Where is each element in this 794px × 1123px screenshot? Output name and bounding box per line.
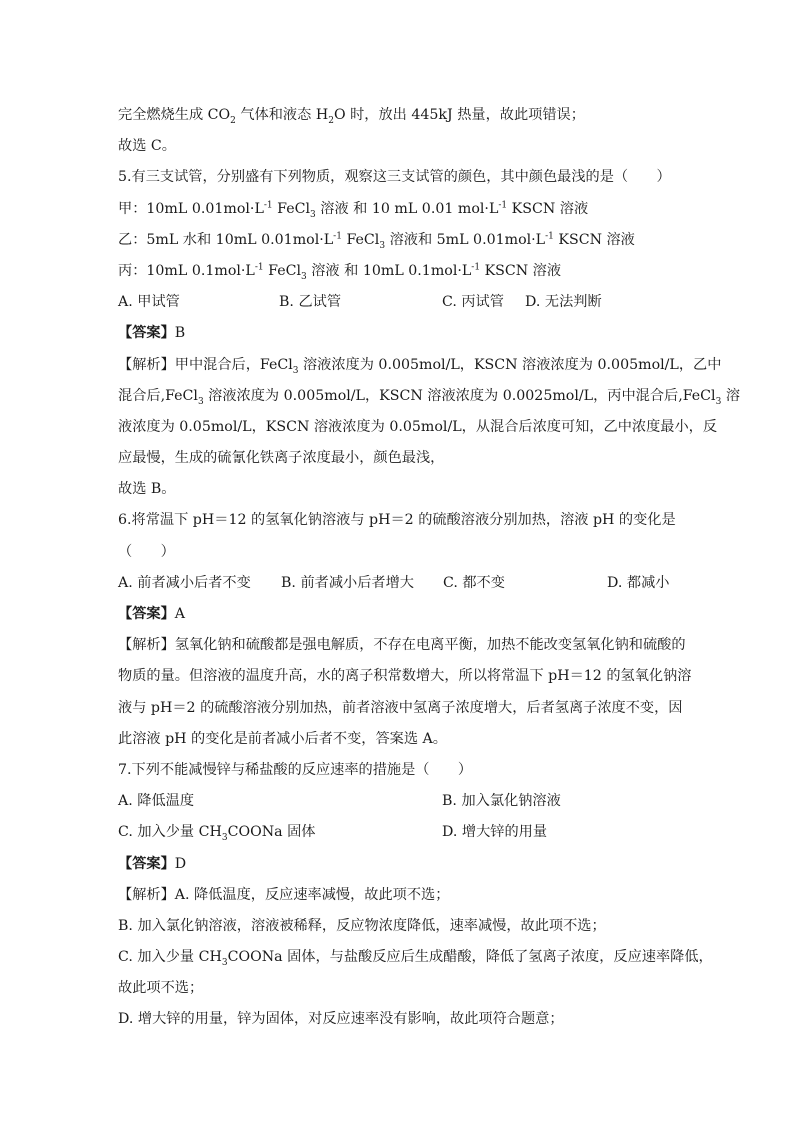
text-run: FeCl <box>341 231 380 248</box>
question-5-answer <box>118 318 678 349</box>
text-run: 溶 <box>721 387 741 404</box>
text-line <box>118 412 718 443</box>
text-line <box>118 350 722 381</box>
text-line <box>118 630 686 661</box>
text-run: 此溶液 pH 的变化是前者减小后者不变，答案选 A。 <box>118 730 447 747</box>
text-line <box>118 381 741 412</box>
text-line <box>118 693 683 724</box>
superscript: -1 <box>254 262 264 273</box>
text-run: 溶液和 5mL 0.01mol·L <box>385 231 546 248</box>
text-run: COONa 固体，与盐酸反应后生成醋酸，降低了氢离子浓度，反应速率降低， <box>227 949 713 966</box>
text-line <box>118 194 678 225</box>
superscript: -1 <box>545 231 554 242</box>
option-b: B. 乙试管 <box>279 294 342 311</box>
subscript: 3 <box>292 365 299 376</box>
question-6-answer <box>118 599 678 630</box>
text-run: D. 增大锌的用量 <box>442 824 548 841</box>
text-line <box>118 131 678 162</box>
text-run: 甲：10mL 0.01mol·L <box>118 200 264 217</box>
subscript: 2 <box>328 115 334 126</box>
text-run: 乙：5mL 水和 10mL 0.01mol·L <box>118 231 334 248</box>
text-run: 6.将常温下 pH＝12 的氢氧化钠溶液与 pH＝2 的硫酸溶液分别加热，溶液 pH 的变化是 <box>118 512 676 529</box>
text-line <box>118 911 678 942</box>
text-run: 溶液浓度为 0.005mol/L，KSCN 溶液浓度为 0.0025mol/L，丙中混合后,FeCl <box>203 387 716 404</box>
answer-value: D <box>174 855 187 872</box>
question-6-stem <box>118 505 678 567</box>
option-d <box>442 817 547 848</box>
question-7-options-row-2 <box>118 817 678 848</box>
text-line <box>118 162 678 193</box>
question-5-options <box>118 287 678 318</box>
text-run: 故选 B。 <box>118 481 176 498</box>
superscript: -1 <box>498 199 508 210</box>
answer-tag: 【答案】 <box>118 855 175 872</box>
text-run: 混合后,FeCl <box>118 387 198 404</box>
text-line <box>118 880 678 911</box>
text-run: 溶液 和 10 mL 0.01 mol·L <box>315 200 499 217</box>
question-7-options-row-1 <box>118 786 678 817</box>
text-run: FeCl <box>272 200 311 217</box>
option-d: D. 无法判断 <box>525 294 602 311</box>
text-run: 溶液浓度为 0.005mol/L，KSCN 溶液浓度为 0.005mol/L，乙中 <box>298 356 722 373</box>
question-7-analysis <box>118 880 713 1036</box>
text-line <box>118 724 678 755</box>
question-5 <box>118 162 741 505</box>
subscript: 3 <box>715 396 722 407</box>
text-run: 气体和液态 H <box>235 107 329 123</box>
subscript: 3 <box>379 240 386 251</box>
question-6 <box>118 505 692 755</box>
text-run: B. 加入氯化钠溶液，溶液被稀释，反应物浓度降低，速率减慢，故此项不选； <box>118 917 606 934</box>
option-a: A. 甲试管 <box>118 294 180 311</box>
superscript: -1 <box>471 262 481 273</box>
text-run: 【解析】A. 降低温度，反应速率减慢，故此项不选； <box>118 886 450 903</box>
text-run: FeCl <box>263 262 301 279</box>
subscript: 2 <box>230 115 236 126</box>
text-run: C. 加入少量 CH <box>118 824 222 841</box>
text-line <box>118 973 678 1004</box>
text-run: 5.有三支试管，分别盛有下列物质，观察这三支试管的颜色，其中颜色最浅的是（ ） <box>118 169 671 186</box>
text-run: 故选 C。 <box>118 138 176 155</box>
answer-value: B <box>174 325 186 342</box>
text-line <box>118 100 678 131</box>
text-run: 【解析】甲中混合后，FeCl <box>118 356 293 373</box>
document-page <box>118 100 741 1036</box>
text-run: 丙：10mL 0.1mol·L <box>118 262 255 279</box>
question-7 <box>118 755 713 1036</box>
text-run: C. 加入少量 CH <box>118 949 222 966</box>
text-run: 应最慢，生成的硫氰化铁离子浓度最小，颜色最浅， <box>118 450 445 467</box>
option-c: C. 丙试管 <box>442 294 504 311</box>
text-line <box>118 225 678 256</box>
question-7-stem: 7.下列不能减慢锌与稀盐酸的反应速率的措施是（ ） <box>118 761 473 778</box>
option-c <box>118 817 442 848</box>
option-d: D. 都减小 <box>607 574 670 591</box>
text-run: （ ） <box>118 543 175 560</box>
superscript: -1 <box>333 231 342 242</box>
question-6-options <box>118 568 678 599</box>
text-line <box>118 661 692 692</box>
option-a: A. 降低温度 <box>118 793 195 810</box>
option-a: A. 前者减小后者不变 <box>118 574 251 591</box>
option-b: B. 前者减小后者增大 <box>281 574 414 591</box>
answer-tag: 【答案】 <box>118 325 175 342</box>
answer-value: A <box>174 606 186 622</box>
text-line <box>118 537 678 568</box>
text-run: 液浓度为 0.05mol/L，KSCN 溶液浓度为 0.05mol/L，从混合后浓度可知，乙中浓度最小，反 <box>118 418 718 435</box>
question-6-analysis <box>118 630 692 755</box>
text-run: KSCN 溶液 <box>553 231 635 248</box>
text-line <box>118 256 678 287</box>
text-run: O 时，放出 445kJ 热量，故此项错误； <box>333 107 585 123</box>
subscript: 3 <box>221 957 228 968</box>
answer-tag: 【答案】 <box>118 606 175 622</box>
subscript: 3 <box>197 396 204 407</box>
text-line <box>118 474 678 505</box>
text-line <box>118 505 678 536</box>
text-run: 【解析】氢氧化钠和硫酸都是强电解质，不存在电离平衡，加热不能改变氢氧化钠和硫酸的 <box>118 637 686 654</box>
text-run: COONa 固体 <box>227 824 316 841</box>
superscript: -1 <box>263 199 273 210</box>
text-line <box>118 443 678 474</box>
text-run: 液与 pH＝2 的硫酸溶液分别加热，前者溶液中氢离子浓度增大，后者氢离子浓度不变，因 <box>118 699 683 716</box>
question-7-answer <box>118 849 678 880</box>
question-5-analysis <box>118 350 741 506</box>
question-4-tail <box>118 100 678 162</box>
text-line <box>118 942 713 973</box>
subscript: 3 <box>310 209 316 220</box>
text-run: D. 增大锌的用量，锌为固体，对反应速率没有影响，故此项符合题意； <box>118 1011 564 1028</box>
option-c: C. 都不变 <box>443 574 505 591</box>
text-line <box>118 1004 678 1035</box>
subscript: 3 <box>221 833 228 844</box>
text-run: KSCN 溶液 <box>480 262 562 279</box>
text-run: 故此项不选； <box>118 980 204 997</box>
question-5-stem <box>118 162 678 287</box>
text-run: 完全燃烧生成 CO <box>118 107 231 123</box>
text-run: KSCN 溶液 <box>507 200 589 217</box>
text-run: 溶液 和 10mL 0.1mol·L <box>306 262 472 279</box>
option-b: B. 加入氯化钠溶液 <box>442 793 561 810</box>
text-run: 物质的量。但溶液的温度升高，水的离子积常数增大，所以将常温下 pH＝12 的氢氧化钠溶 <box>118 668 692 685</box>
subscript: 3 <box>301 271 307 282</box>
